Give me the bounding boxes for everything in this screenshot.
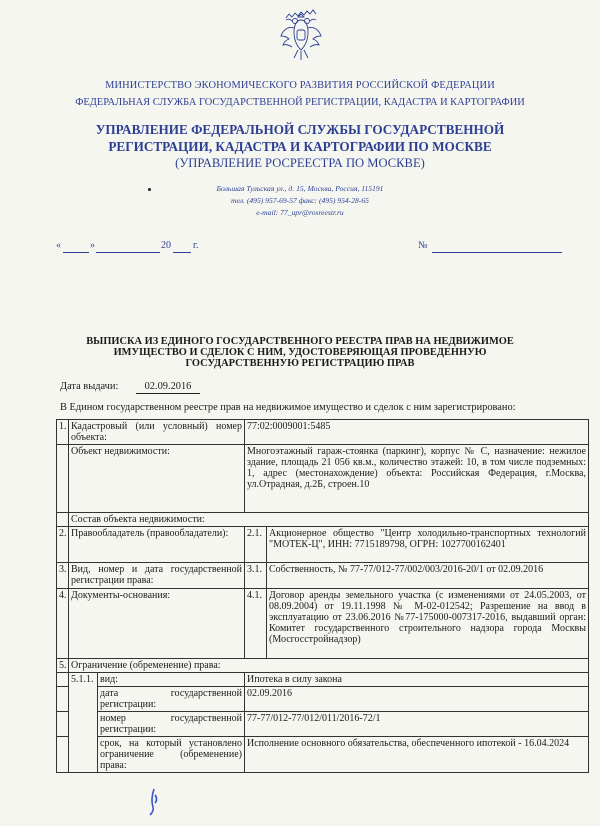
year-prefix: 20 xyxy=(161,240,171,251)
encumbrance-number-label: номер государственной регистрации: xyxy=(98,712,245,737)
sub-number: 5.1.1. xyxy=(69,673,98,773)
state-emblem-icon xyxy=(278,8,324,66)
date-close-quote: » xyxy=(90,240,95,251)
table-row xyxy=(57,563,589,589)
row-number-empty xyxy=(57,712,69,737)
row-number: 1. xyxy=(57,420,69,445)
address: Большая Тульская ул., д. 15, Москва, Россия, 115191 xyxy=(216,184,384,193)
table-row xyxy=(57,659,589,673)
table-row xyxy=(57,737,589,773)
rightholder-label: Правообладатель (правообладатели): xyxy=(69,527,245,563)
document-title-line3: ГОСУДАРСТВЕННУЮ РЕГИСТРАЦИЮ ПРАВ xyxy=(185,358,415,369)
rightholder-value: Акционерное общество "Центр холодильно-транспортных технологий "МОТЕК-Ц", ИНН: 7715189798, ОГРН: 1027700162401 xyxy=(267,527,589,563)
table-row xyxy=(57,420,589,445)
number-blank xyxy=(432,252,562,253)
cadastral-number-value: 77:02:0009001:5485 xyxy=(245,420,589,445)
ink-signature-mark xyxy=(148,787,160,817)
table-row xyxy=(57,513,589,527)
table-row xyxy=(57,445,589,513)
encumbrance-date-label: дата государственной регистрации: xyxy=(98,687,245,712)
table-row xyxy=(57,527,589,563)
month-blank xyxy=(96,252,160,253)
encumbrance-label: Ограничение (обременение) права: xyxy=(69,659,589,673)
row-number-empty xyxy=(57,513,69,527)
intro-text: В Едином государственном реестре прав на недвижимое имущество и сделок с ним зарегистрировано: xyxy=(60,402,516,413)
service-name: ФЕДЕРАЛЬНАЯ СЛУЖБА ГОСУДАРСТВЕННОЙ РЕГИСТРАЦИИ, КАДАСТРА И КАРТОГРАФИИ xyxy=(75,97,525,108)
registry-table xyxy=(56,419,589,773)
email: e-mail: 77_upr@rosreestr.ru xyxy=(256,208,344,217)
department-short-name: (УПРАВЛЕНИЕ РОСРЕЕСТРА ПО МОСКВЕ) xyxy=(175,156,425,170)
encumbrance-term-label: срок, на который установлено ограничение (обременение) права: xyxy=(98,737,245,773)
basis-documents-value: Договор аренды земельного участка (с изменениями от 24.05.2003, от 08.09.2004) от 19.11.1998 № М-02-012542; Разрешение на ввод в эксплуатацию от 23.06.2016 №77-175000-007317-2016, выдавший орган: Комитет государственного строительного надзора города Москвы (Мосгосстройнадзор) xyxy=(267,589,589,659)
row-number: 2. xyxy=(57,527,69,563)
date-open-quote: « xyxy=(56,240,61,251)
right-registration-label: Вид, номер и дата государственной регистрации права: xyxy=(69,563,245,589)
row-number-empty xyxy=(57,673,69,687)
table-row xyxy=(57,687,589,712)
encumbrance-term-value: Исполнение основного обязательства, обеспеченного ипотекой - 16.04.2024 xyxy=(245,737,589,773)
encumbrance-type-label: вид: xyxy=(98,673,245,687)
issue-date-label: Дата выдачи: xyxy=(60,381,119,392)
year-blank xyxy=(173,252,191,253)
day-blank xyxy=(63,252,89,253)
cadastral-number-label: Кадастровый (или условный) номер объекта: xyxy=(69,420,245,445)
year-suffix: г. xyxy=(193,240,199,251)
object-value: Многоэтажный гараж-стоянка (паркинг), корпус № С, назначение: нежилое здание, площадь 21 056 кв.м., количество этажей: 10, в том числе подземных: 1, адрес (местонахождение) объекта: Российская Федерация, г.Москва, ул.Отрадная, д.2Б, строен.10 xyxy=(245,445,589,513)
row-number: 3. xyxy=(57,563,69,589)
department-name-line2: РЕГИСТРАЦИИ, КАДАСТРА И КАРТОГРАФИИ ПО МОСКВЕ xyxy=(108,139,492,154)
document-title-line2: ИМУЩЕСТВО И СДЕЛОК С НИМ, УДОСТОВЕРЯЮЩАЯ ПРОВЕДЕННУЮ xyxy=(113,347,487,358)
row-number-empty xyxy=(57,737,69,773)
right-registration-value: Собственность, № 77-77/012-77/002/003/2016-20/1 от 02.09.2016 xyxy=(267,563,589,589)
object-composition-label: Состав объекта недвижимости: xyxy=(69,513,589,527)
phone-fax: тел. (495) 957-69-57 факс: (495) 954-28-65 xyxy=(231,196,369,205)
ministry-name: МИНИСТЕРСТВО ЭКОНОМИЧЕСКОГО РАЗВИТИЯ РОССИЙСКОЙ ФЕДЕРАЦИИ xyxy=(105,80,495,91)
object-label: Объект недвижимости: xyxy=(69,445,245,513)
table-row xyxy=(57,712,589,737)
encumbrance-date-value: 02.09.2016 xyxy=(245,687,589,712)
document-title-line1: ВЫПИСКА ИЗ ЕДИНОГО ГОСУДАРСТВЕННОГО РЕЕСТРА ПРАВ НА НЕДВИЖИМОЕ xyxy=(86,336,514,347)
encumbrance-type-value: Ипотека в силу закона xyxy=(245,673,589,687)
table-row xyxy=(57,673,589,687)
sub-number: 3.1. xyxy=(245,563,267,589)
row-number: 4. xyxy=(57,589,69,659)
sub-number: 2.1. xyxy=(245,527,267,563)
row-number-empty xyxy=(57,445,69,513)
issue-date-value: 02.09.2016 xyxy=(136,381,200,394)
row-number-empty xyxy=(57,687,69,712)
row-number: 5. xyxy=(57,659,69,673)
number-sign: № xyxy=(418,240,428,251)
encumbrance-number-value: 77-77/012-77/012/011/2016-72/1 xyxy=(245,712,589,737)
table-row xyxy=(57,589,589,659)
basis-documents-label: Документы-основания: xyxy=(69,589,245,659)
department-name-line1: УПРАВЛЕНИЕ ФЕДЕРАЛЬНОЙ СЛУЖБЫ ГОСУДАРСТВЕННОЙ xyxy=(95,122,505,137)
sub-number: 4.1. xyxy=(245,589,267,659)
